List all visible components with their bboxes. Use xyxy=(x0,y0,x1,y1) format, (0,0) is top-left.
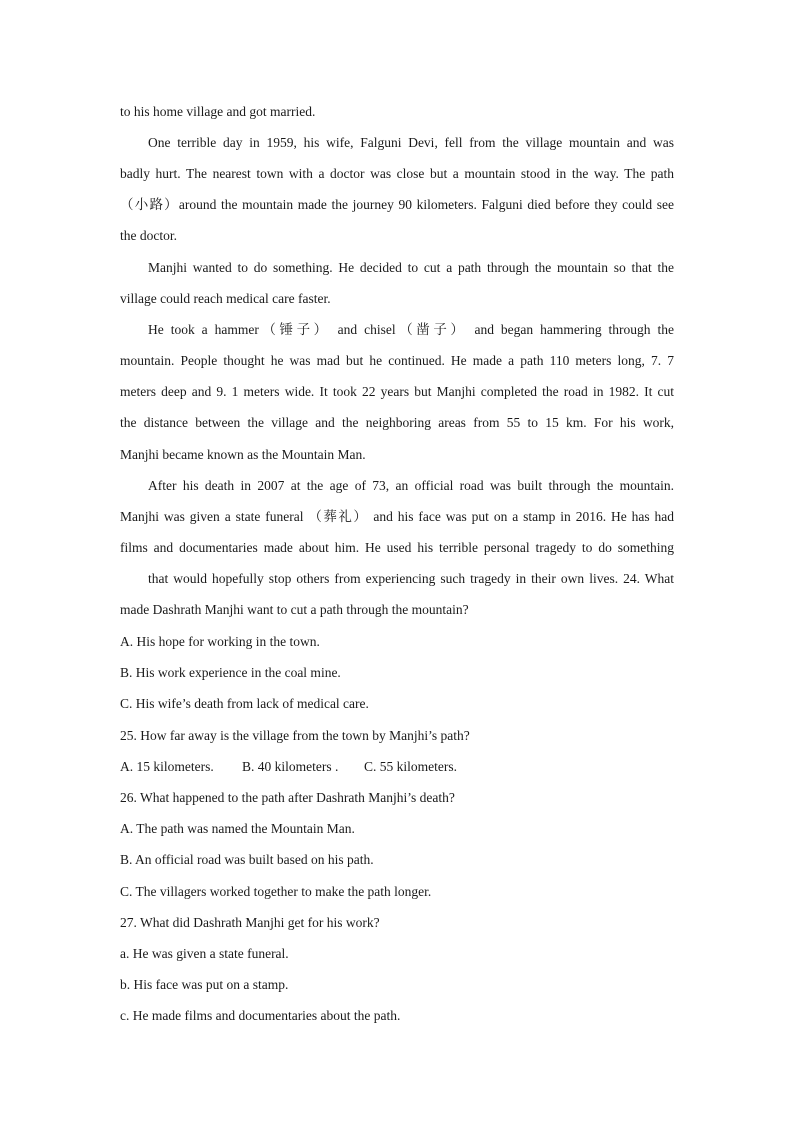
q27-item-a: a. He was given a state funeral. xyxy=(120,946,289,961)
passage-line: After his death in 2007 at the age of 73, an official road was built through the mountain. xyxy=(148,478,674,493)
passage-line: mountain. People thought he was mad but he continued. He made a path 110 meters long, 7. 7 xyxy=(120,353,674,368)
q24-option-c: C. His wife’s death from lack of medical care. xyxy=(120,696,369,711)
q27-item-b: b. His face was put on a stamp. xyxy=(120,977,289,992)
question-24-stem: made Dashrath Manjhi want to cut a path through the mountain? xyxy=(120,602,469,617)
question-25-stem: 25. How far away is the village from the town by Manjhi’s path? xyxy=(120,728,470,743)
q26-option-c: C. The villagers worked together to make the path longer. xyxy=(120,884,432,899)
q24-option-a: A. His hope for working in the town. xyxy=(120,634,320,649)
question-27-stem: 27. What did Dashrath Manjhi get for his work? xyxy=(120,915,380,930)
passage-line: badly hurt. The nearest town with a doctor was close but a mountain stood in the way. The path xyxy=(120,166,674,181)
q25-option-a: A. 15 kilometers. xyxy=(120,759,214,774)
q25-options xyxy=(120,756,457,778)
passage-line: meters deep and 9. 1 meters wide. It took 22 years but Manjhi completed the road in 1982. It cut xyxy=(120,384,674,399)
question-26-stem: 26. What happened to the path after Dashrath Manjhi’s death? xyxy=(120,790,455,805)
passage-line: village could reach medical care faster. xyxy=(120,291,331,306)
passage-line: to his home village and got married. xyxy=(120,104,316,119)
q25-option-b: B. 40 kilometers . xyxy=(242,759,339,774)
q27-item-c: c. He made films and documentaries about the path. xyxy=(120,1008,401,1023)
passage-line: that would hopefully stop others from experiencing such tragedy in their own lives. 24. What xyxy=(148,571,674,586)
passage-line: He took a hammer（锤子） and chisel（凿子） and began hammering through the xyxy=(148,322,674,337)
passage-line: （小路）around the mountain made the journey 90 kilometers. Falguni died before they could see xyxy=(120,197,674,212)
q26-option-a: A. The path was named the Mountain Man. xyxy=(120,821,355,836)
passage-line: Manjhi was given a state funeral （葬礼） and his face was put on a stamp in 2016. He has had xyxy=(120,509,674,524)
q24-option-b: B. His work experience in the coal mine. xyxy=(120,665,341,680)
passage-line: films and documentaries made about him. He used his terrible personal tragedy to do something xyxy=(120,540,674,555)
passage-line: the distance between the village and the neighboring areas from 55 to 15 km. For his work, xyxy=(120,415,674,430)
passage-line: Manjhi became known as the Mountain Man. xyxy=(120,447,366,462)
passage-line: Manjhi wanted to do something. He decided to cut a path through the mountain so that the xyxy=(148,260,674,275)
passage-line: the doctor. xyxy=(120,228,177,243)
q26-option-b: B. An official road was built based on his path. xyxy=(120,852,374,867)
passage-line: One terrible day in 1959, his wife, Falguni Devi, fell from the village mountain and was xyxy=(148,135,674,150)
q25-option-c: C. 55 kilometers. xyxy=(364,759,457,774)
